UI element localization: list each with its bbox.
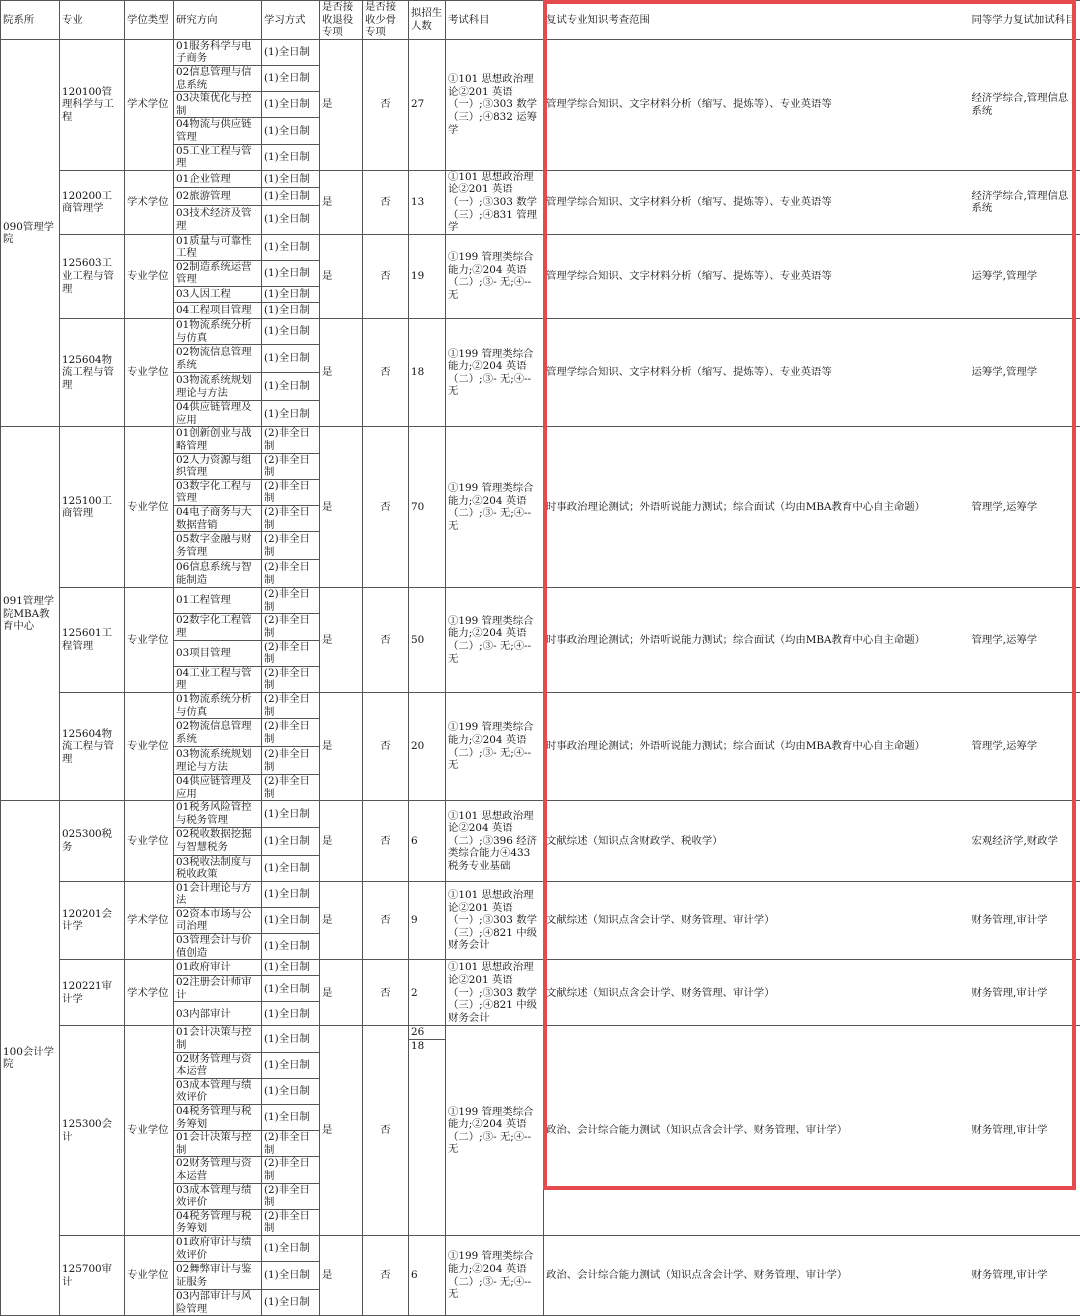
exam-cell: ①199 管理类综合能力;②204 英语（二）;③- 无;④--无 — [446, 1235, 544, 1315]
degree-cell: 专业学位 — [125, 427, 174, 588]
table-row — [1, 801, 1080, 827]
dept-cell: 091管理学院MBA教育中心 — [1, 427, 60, 801]
retired-cell: 是 — [320, 170, 363, 234]
direction-cell: 02财务管理与资本运营 — [174, 1052, 262, 1078]
retest-cell: 时事政治理论测试；外语听说能力测试；综合面试（均由MBA教育中心自主命题） — [544, 692, 970, 800]
degree-cell: 专业学位 — [125, 234, 174, 318]
major-cell: 120221审计学 — [60, 960, 125, 1026]
degree-cell: 专业学位 — [125, 1026, 174, 1236]
direction-cell: 05数字金融与财务管理 — [174, 532, 262, 560]
mode-cell: (1)全日制 — [262, 976, 320, 1002]
table-row — [1, 319, 1080, 345]
major-cell: 120200工商管理学 — [60, 170, 125, 234]
direction-cell: 01税务风险管控与税务管理 — [174, 801, 262, 827]
direction-cell: 03内部审计 — [174, 1002, 262, 1026]
degree-cell: 学术学位 — [125, 170, 174, 234]
table-row — [1, 39, 1080, 65]
mode-cell: (2)非全日制 — [262, 747, 320, 775]
direction-cell: 03数字化工程与管理 — [174, 479, 262, 505]
retired-cell: 是 — [320, 692, 363, 800]
minority-cell: 否 — [363, 170, 409, 234]
mode-cell: (1)全日制 — [262, 92, 320, 118]
retired-cell: 是 — [320, 319, 363, 427]
equiv-cell: 财务管理,审计学 — [970, 1026, 1080, 1236]
direction-cell: 02资本市场与公司治理 — [174, 907, 262, 933]
mode-cell: (1)全日制 — [262, 907, 320, 933]
mode-cell: (1)全日制 — [262, 1078, 320, 1104]
direction-cell: 03成本管理与绩效评价 — [174, 1078, 262, 1104]
mode-cell: (2)非全日制 — [262, 719, 320, 747]
mode-cell: (2)非全日制 — [262, 453, 320, 479]
degree-cell: 学术学位 — [125, 39, 174, 170]
direction-cell: 03物流系统规划理论与方法 — [174, 747, 262, 775]
direction-cell: 02制造系统运营管理 — [174, 260, 262, 286]
quota-cell: 50 — [409, 588, 446, 693]
equiv-cell: 运筹学,管理学 — [970, 234, 1080, 318]
direction-cell: 05工业工程与管理 — [174, 144, 262, 170]
equiv-cell: 财务管理,审计学 — [970, 960, 1080, 1026]
equiv-cell: 财务管理,审计学 — [970, 1235, 1080, 1315]
direction-cell: 03项目管理 — [174, 640, 262, 666]
direction-cell: 02税收数据挖掘与智慧税务 — [174, 827, 262, 855]
retired-cell: 是 — [320, 39, 363, 170]
equiv-cell: 管理学,运筹学 — [970, 692, 1080, 800]
degree-cell: 专业学位 — [125, 692, 174, 800]
exam-cell: ①101 思想政治理论②201 英语（一）;③303 数学（三）;④821 中级财务会计 — [446, 960, 544, 1026]
minority-cell: 否 — [363, 39, 409, 170]
mode-cell: (1)全日制 — [262, 65, 320, 91]
quota-cell: 18 — [409, 319, 446, 427]
mode-cell: (1)全日制 — [262, 205, 320, 234]
direction-cell: 01创新创业与战略管理 — [174, 427, 262, 453]
quota-cell: 6 — [409, 1235, 446, 1315]
equiv-cell: 运筹学,管理学 — [970, 319, 1080, 427]
mode-cell: (1)全日制 — [262, 1290, 320, 1316]
minority-cell: 否 — [363, 960, 409, 1026]
direction-cell: 04工程项目管理 — [174, 303, 262, 319]
mode-cell: (1)全日制 — [262, 1262, 320, 1290]
direction-cell: 01会计理论与方法 — [174, 881, 262, 907]
header-retired: 是否接收退役专项 — [320, 1, 363, 40]
mode-cell: (1)全日制 — [262, 1052, 320, 1078]
direction-cell: 01会计决策与控制 — [174, 1131, 262, 1157]
major-cell: 125604物流工程与管理 — [60, 319, 125, 427]
mode-cell: (1)全日制 — [262, 855, 320, 881]
header-exam: 考试科目 — [446, 1, 544, 40]
header-dept: 院系所 — [1, 1, 60, 40]
quota-cell: 13 — [409, 170, 446, 234]
mode-cell: (1)全日制 — [262, 234, 320, 260]
direction-cell: 06信息系统与智能制造 — [174, 560, 262, 588]
quota-fulltime: 26 — [409, 1026, 445, 1039]
direction-cell: 02人力资源与组织管理 — [174, 453, 262, 479]
quota-parttime: 18 — [409, 1039, 445, 1053]
retest-cell: 文献综述（知识点含会计学、财务管理、审计学） — [544, 960, 970, 1026]
direction-cell: 01会计决策与控制 — [174, 1026, 262, 1052]
mode-cell: (1)全日制 — [262, 188, 320, 206]
mode-cell: (1)全日制 — [262, 827, 320, 855]
retest-cell: 文献综述（知识点含会计学、财务管理、审计学） — [544, 881, 970, 960]
exam-cell: ①199 管理类综合能力;②204 英语（二）;③- 无;④--无 — [446, 1026, 544, 1236]
mode-cell: (1)全日制 — [262, 401, 320, 427]
direction-cell: 04工业工程与管理 — [174, 666, 262, 692]
minority-cell: 否 — [363, 1026, 409, 1236]
header-retest: 复试专业知识考查范围 — [544, 1, 970, 40]
mode-cell: (1)全日制 — [262, 260, 320, 286]
direction-cell: 01物流系统分析与仿真 — [174, 319, 262, 345]
retired-cell: 是 — [320, 1026, 363, 1236]
mode-cell: (2)非全日制 — [262, 1131, 320, 1157]
mode-cell: (2)非全日制 — [262, 560, 320, 588]
dept-cell: 100会计学院 — [1, 801, 60, 1316]
retired-cell: 是 — [320, 801, 363, 881]
equiv-cell: 经济学综合,管理信息系统 — [970, 170, 1080, 234]
header-direction: 研究方向 — [174, 1, 262, 40]
retired-cell: 是 — [320, 427, 363, 588]
mode-cell: (1)全日制 — [262, 1235, 320, 1261]
mode-cell: (2)非全日制 — [262, 640, 320, 666]
table-row — [1, 960, 1080, 976]
mode-cell: (2)非全日制 — [262, 506, 320, 532]
mode-cell: (2)非全日制 — [262, 775, 320, 801]
direction-cell: 03决策优化与控制 — [174, 92, 262, 118]
direction-cell: 02财务管理与资本运营 — [174, 1157, 262, 1183]
table-row — [1, 427, 1080, 453]
direction-cell: 03人因工程 — [174, 287, 262, 303]
equiv-cell: 管理学,运筹学 — [970, 588, 1080, 693]
retest-cell: 政治、会计综合能力测试（知识点含会计学、财务管理、审计学） — [544, 1235, 970, 1315]
mode-cell: (1)全日制 — [262, 1105, 320, 1131]
exam-cell: ①101 思想政治理论②201 英语（一）;③303 数学（三）;④821 中级财务会计 — [446, 881, 544, 960]
direction-cell: 02物流信息管理系统 — [174, 345, 262, 373]
header-equiv: 同等学力复试加试科目 — [970, 1, 1080, 40]
mode-cell: (1)全日制 — [262, 1002, 320, 1026]
major-cell: 120201会计学 — [60, 881, 125, 960]
direction-cell: 03内部审计与风险管理 — [174, 1290, 262, 1316]
retest-cell: 文献综述（知识点含财政学、税收学） — [544, 801, 970, 881]
quota-cell: 2 — [409, 960, 446, 1026]
table-row — [1, 234, 1080, 260]
major-cell: 125603工业工程与管理 — [60, 234, 125, 318]
major-cell: 025300税务 — [60, 801, 125, 881]
header-mode: 学习方式 — [262, 1, 320, 40]
mode-cell: (1)全日制 — [262, 39, 320, 65]
mode-cell: (2)非全日制 — [262, 588, 320, 614]
mode-cell: (1)全日制 — [262, 319, 320, 345]
equiv-cell: 经济学综合,管理信息系统 — [970, 39, 1080, 170]
mode-cell: (2)非全日制 — [262, 479, 320, 505]
table-row — [1, 881, 1080, 907]
header-degree: 学位类型 — [125, 1, 174, 40]
exam-cell: ①101 思想政治理论②201 英语（一）;③303 数学（三）;④831 管理学 — [446, 170, 544, 234]
direction-cell: 02物流信息管理系统 — [174, 719, 262, 747]
retired-cell: 是 — [320, 881, 363, 960]
direction-cell: 02信息管理与信息系统 — [174, 65, 262, 91]
minority-cell: 否 — [363, 801, 409, 881]
quota-cell: 19 — [409, 234, 446, 318]
retired-cell: 是 — [320, 588, 363, 693]
degree-cell: 学术学位 — [125, 881, 174, 960]
direction-cell: 02注册会计师审计 — [174, 976, 262, 1002]
retest-cell: 时事政治理论测试；外语听说能力测试；综合面试（均由MBA教育中心自主命题） — [544, 427, 970, 588]
direction-cell: 04税务管理与税务筹划 — [174, 1209, 262, 1235]
exam-cell: ①101 思想政治理论②201 英语（一）;③303 数学（三）;④832 运筹学 — [446, 39, 544, 170]
quota-cell: 20 — [409, 692, 446, 800]
direction-cell: 02舞弊审计与鉴证服务 — [174, 1262, 262, 1290]
direction-cell: 03技术经济及管理 — [174, 205, 262, 234]
header-row — [1, 1, 1080, 40]
mode-cell: (2)非全日制 — [262, 692, 320, 718]
equiv-cell: 财务管理,审计学 — [970, 881, 1080, 960]
direction-cell: 04供应链管理及应用 — [174, 775, 262, 801]
quota-cell: 70 — [409, 427, 446, 588]
mode-cell: (2)非全日制 — [262, 1183, 320, 1209]
major-cell: 125601工程管理 — [60, 588, 125, 693]
mode-cell: (2)非全日制 — [262, 1209, 320, 1235]
mode-cell: (2)非全日制 — [262, 532, 320, 560]
direction-cell: 03税收法制度与税收政策 — [174, 855, 262, 881]
exam-cell: ①101 思想政治理论②204 英语（二）;③396 经济类综合能力④433 税务专业基础 — [446, 801, 544, 881]
direction-cell: 01服务科学与电子商务 — [174, 39, 262, 65]
quota-cell: 27 — [409, 39, 446, 170]
direction-cell: 04税务管理与税务筹划 — [174, 1105, 262, 1131]
minority-cell: 否 — [363, 881, 409, 960]
direction-cell: 03管理会计与价值创造 — [174, 934, 262, 960]
mode-cell: (2)非全日制 — [262, 614, 320, 640]
exam-cell: ①199 管理类综合能力;②204 英语（二）;③- 无;④--无 — [446, 588, 544, 693]
major-cell: 125604物流工程与管理 — [60, 692, 125, 800]
direction-cell: 02旅游管理 — [174, 188, 262, 206]
mode-cell: (1)全日制 — [262, 303, 320, 319]
degree-cell: 专业学位 — [125, 588, 174, 693]
header-quota: 拟招生人数 — [409, 1, 446, 40]
minority-cell: 否 — [363, 427, 409, 588]
direction-cell: 01政府审计与绩效评价 — [174, 1235, 262, 1261]
mode-cell: (1)全日制 — [262, 170, 320, 188]
retest-cell: 管理学综合知识、文字材料分析（缩写、提炼等）、专业英语等 — [544, 170, 970, 234]
direction-cell: 04供应链管理及应用 — [174, 401, 262, 427]
table-row — [1, 692, 1080, 718]
equiv-cell: 管理学,运筹学 — [970, 427, 1080, 588]
direction-cell: 03物流系统规划理论与方法 — [174, 373, 262, 401]
retired-cell: 是 — [320, 960, 363, 1026]
mode-cell: (1)全日制 — [262, 144, 320, 170]
exam-cell: ①199 管理类综合能力;②204 英语（二）;③- 无;④--无 — [446, 427, 544, 588]
retired-cell: 是 — [320, 234, 363, 318]
mode-cell: (1)全日制 — [262, 118, 320, 144]
minority-cell: 否 — [363, 588, 409, 693]
direction-cell: 02数字化工程管理 — [174, 614, 262, 640]
retest-cell: 时事政治理论测试；外语听说能力测试；综合面试（均由MBA教育中心自主命题） — [544, 588, 970, 693]
table-row — [1, 170, 1080, 188]
degree-cell: 学术学位 — [125, 960, 174, 1026]
mode-cell: (1)全日制 — [262, 1026, 320, 1052]
direction-cell: 04物流与供应链管理 — [174, 118, 262, 144]
minority-cell: 否 — [363, 1235, 409, 1315]
table-row — [1, 1026, 1080, 1052]
table-row — [1, 1235, 1080, 1261]
mode-cell: (1)全日制 — [262, 960, 320, 976]
header-minority: 是否接收少骨专项 — [363, 1, 409, 40]
mode-cell: (1)全日制 — [262, 881, 320, 907]
exam-cell: ①199 管理类综合能力;②204 英语（二）;③- 无;④--无 — [446, 234, 544, 318]
degree-cell: 专业学位 — [125, 1235, 174, 1315]
direction-cell: 01质量与可靠性工程 — [174, 234, 262, 260]
exam-cell: ①199 管理类综合能力;②204 英语（二）;③- 无;④--无 — [446, 692, 544, 800]
mode-cell: (2)非全日制 — [262, 1157, 320, 1183]
header-major: 专业 — [60, 1, 125, 40]
minority-cell: 否 — [363, 319, 409, 427]
mode-cell: (1)全日制 — [262, 934, 320, 960]
quota-cell: 6 — [409, 801, 446, 881]
major-cell: 125700审计 — [60, 1235, 125, 1315]
table-row — [1, 588, 1080, 614]
direction-cell: 01工程管理 — [174, 588, 262, 614]
minority-cell: 否 — [363, 234, 409, 318]
mode-cell: (1)全日制 — [262, 287, 320, 303]
exam-cell: ①199 管理类综合能力;②204 英语（二）;③- 无;④--无 — [446, 319, 544, 427]
dept-cell: 090管理学院 — [1, 39, 60, 427]
mode-cell: (1)全日制 — [262, 373, 320, 401]
retest-cell: 政治、会计综合能力测试（知识点含会计学、财务管理、审计学） — [544, 1026, 970, 1236]
major-cell: 120100管理科学与工程 — [60, 39, 125, 170]
degree-cell: 专业学位 — [125, 319, 174, 427]
major-cell: 125300会计 — [60, 1026, 125, 1236]
retest-cell: 管理学综合知识、文字材料分析（缩写、提炼等）、专业英语等 — [544, 319, 970, 427]
retired-cell: 是 — [320, 1235, 363, 1315]
mode-cell: (1)全日制 — [262, 801, 320, 827]
equiv-cell: 宏观经济学,财政学 — [970, 801, 1080, 881]
direction-cell: 01物流系统分析与仿真 — [174, 692, 262, 718]
mode-cell: (2)非全日制 — [262, 427, 320, 453]
direction-cell: 01政府审计 — [174, 960, 262, 976]
degree-cell: 专业学位 — [125, 801, 174, 881]
mode-cell: (2)非全日制 — [262, 666, 320, 692]
direction-cell: 03成本管理与绩效评价 — [174, 1183, 262, 1209]
quota-cell: 9 — [409, 881, 446, 960]
direction-cell: 01企业管理 — [174, 170, 262, 188]
mode-cell: (1)全日制 — [262, 345, 320, 373]
major-cell: 125100工商管理 — [60, 427, 125, 588]
direction-cell: 04电子商务与大数据营销 — [174, 506, 262, 532]
retest-cell: 管理学综合知识、文字材料分析（缩写、提炼等）、专业英语等 — [544, 39, 970, 170]
retest-cell: 管理学综合知识、文字材料分析（缩写、提炼等）、专业英语等 — [544, 234, 970, 318]
quota-cell — [409, 1026, 446, 1236]
minority-cell: 否 — [363, 692, 409, 800]
